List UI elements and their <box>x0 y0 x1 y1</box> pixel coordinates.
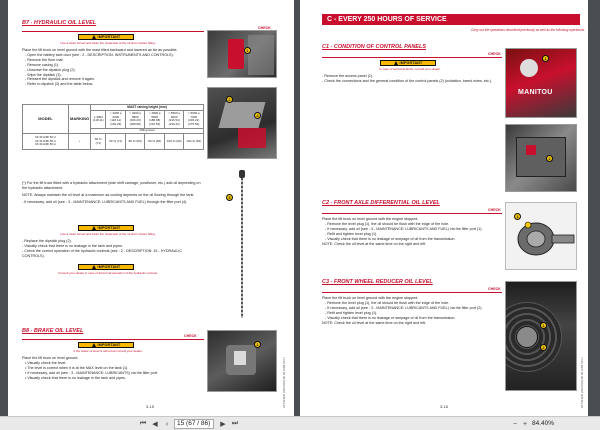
zoom-out-icon[interactable]: − <box>512 420 518 428</box>
photo-battery-door <box>207 30 277 78</box>
callout-badge: 2 <box>546 155 553 162</box>
warning-text: If the brake oil level is abnormal consult your dealer. <box>73 349 143 353</box>
photo-brake-tank <box>207 330 277 392</box>
callout-badge: 1 <box>542 55 549 62</box>
diagram-differential <box>505 202 577 270</box>
table-header-range: > 6000 ≤ 7000 (236.22) (275.59) <box>184 110 204 128</box>
important-banner: IMPORTANT <box>78 264 134 270</box>
table-cell-level: 80 % (84) <box>145 134 165 150</box>
section-body: Place the lift truck on level ground with the mast tilted backward and lowered as far as possible. - Open the battery side door (see : 2 - DESCRIPTION: INSTRUMENTS AND CONTROLS). - Remove the floor mat. - Remove casing (1). - Unscrew the dipstick plug (2). - Wipe the dipstick (3). - Reinsert the dipstick and remove it again. - Refer to dipstick (3) and the table below. <box>22 48 178 87</box>
table-cell-model: MI 40 H/MI 50 H MI 40 H/MI 50 H MI 40 H/MI 50 H <box>23 134 69 150</box>
table-header-range: > 4300 ≤ 4800 (169.29) (188.98) <box>125 110 145 128</box>
important-banner: IMPORTANT <box>78 225 134 231</box>
section-rule <box>22 31 204 32</box>
check-label: CHECK <box>488 52 501 56</box>
check-label: CHECK <box>184 334 197 338</box>
table-header-range: > 5500 ≤ 6000 (216.54) (236.22) <box>164 110 184 128</box>
photo-dipstick <box>207 87 277 159</box>
callout-badge: 1 <box>254 341 261 348</box>
callout-badge: 1 <box>540 322 547 329</box>
chapter-note: Carry out the operations described previously as well as the following operations. <box>470 28 585 32</box>
check-label: CHECK <box>488 287 501 291</box>
warning-text: Use a clean funnel and clean the underside of the oil drum before filling. <box>60 41 156 45</box>
zoom-in-icon[interactable]: + <box>522 420 528 428</box>
warning-icon <box>92 265 96 269</box>
callout-badge: 2 <box>540 344 547 351</box>
section-rule <box>322 292 502 293</box>
important-banner: IMPORTANT <box>78 34 134 40</box>
section-body-notes: (*) For the lift truck fitted with a hydraulic attachment (side shift carriage, positioner, etc.) add oil depending on the hydraulic attachment. NOTE: Always maintain the oil level at a maximum as cooling depends on the oil flowing through the tank. - If necessary, add oil (see : 3 - MAINTENANCE: LUBRICANTS AND FUEL) through the filler port (4). <box>22 181 201 204</box>
warning-text: Use a clean funnel and clean the underside of the oil drum before filling. <box>60 232 156 236</box>
section-body-steps: - Replace the dipstick plug (2). - Visually check that there is no leakage in the tank and pipes. - Check the correct operation of the hydraulic controls (see : 2 - DESCRIPTION: 15 - HYDRAULIC CONTROLS). <box>22 239 183 258</box>
section-body: Place the lift truck on level ground. • Visually check the level. • The level is correct when it is at the MAX level on the tank (1). • If necessary, add oil (see : 3 - MAINTENANCE: LUBRICANTS) via the filler port. • Visually check that there is no leakage in the tank and pipes. <box>22 356 158 380</box>
section-title-c3: C3 - FRONT WHEEL REDUCER OIL LEVEL <box>322 279 433 285</box>
section-title-b7: B7 - HYDRAULIC OIL LEVEL <box>22 20 97 26</box>
section-title-b8: B8 - BRAKE OIL LEVEL <box>22 328 84 334</box>
table-header-range: ≤ 3000 (118.11) <box>91 110 106 128</box>
warning-text: Consult your dealer in case of abnormal operation of the hydraulic controls. <box>58 271 158 275</box>
right-page <box>300 0 588 416</box>
section-rule <box>22 339 204 340</box>
section-rule <box>322 213 502 214</box>
table-cell-level: 100 % (93) <box>164 134 184 150</box>
last-page-icon[interactable]: ⏭ <box>231 420 239 427</box>
first-page-icon[interactable]: ⏮ <box>139 420 147 427</box>
warning-icon <box>394 61 398 65</box>
callout-badge: 1 <box>514 213 521 220</box>
page-number: 3-16 <box>440 404 449 409</box>
photo-control-panel-open <box>505 124 577 192</box>
important-banner: IMPORTANT <box>78 342 134 348</box>
warning-icon <box>92 226 96 230</box>
section-title-c1: C1 - CONDITION OF CONTROL PANELS <box>322 44 426 50</box>
check-label: CHECK <box>488 208 501 212</box>
table-cell-level: 60 % (71) <box>91 134 106 150</box>
left-page <box>8 0 294 416</box>
callout-badge: 1 <box>244 47 251 54</box>
callout-badge: 3 <box>226 194 233 201</box>
document-code: 647434EN (04/2019) MI 40 H/MI 50 H <box>282 357 286 408</box>
next-page-icon[interactable]: ▶ <box>220 421 226 428</box>
zoom-level[interactable]: 84.40% <box>532 420 555 427</box>
photo-wheel-reducer <box>505 281 577 391</box>
warning-text: In case of technical faults, consult your dealer. <box>379 67 441 71</box>
table-cell-level: 80 % (84) <box>125 134 145 150</box>
page-number-input[interactable]: 15 (67 / 86) <box>174 419 214 429</box>
prev-page-arrow-icon[interactable]: ‹ <box>165 420 169 428</box>
table-cell-marking: • <box>69 134 91 150</box>
table-cell-level: 100 % (93) <box>184 134 204 150</box>
table-header-model: MODEL <box>23 105 69 134</box>
prev-page-icon[interactable]: ◀ <box>152 421 158 428</box>
page-number: 3-15 <box>146 404 155 409</box>
photo-control-panel <box>505 48 577 118</box>
brand-logo: MANITOU <box>518 89 553 96</box>
warning-icon <box>92 343 96 347</box>
warning-icon <box>92 35 96 39</box>
oil-level-table <box>22 104 204 150</box>
section-rule <box>322 57 502 58</box>
table-header-range: > 3000 ≤ 4300 (118.11) (169.29) <box>106 110 125 128</box>
chapter-banner: C - EVERY 250 HOURS OF SERVICE <box>322 14 580 25</box>
table-header-range: > 4800 ≤ 5500 (188.98) (216.54) <box>145 110 165 128</box>
table-cell-level: 60 % (71) <box>106 134 125 150</box>
dipstick-illustration <box>228 170 248 320</box>
viewer-toolbar <box>0 416 600 430</box>
important-banner: IMPORTANT <box>380 60 436 66</box>
callout-badge: 2 <box>226 96 233 103</box>
callout-badge: 4 <box>254 112 261 119</box>
check-label: CHECK <box>258 26 271 30</box>
section-body: - Remove the access panel (1). - Check the connections and the general condition of the control panels (2) (oxidation, bared wires, etc.). <box>322 74 493 83</box>
section-body: Place the lift truck on level ground with the engine stopped. - Remove the level plug (1), the oil should be flush with the edge of the hole. - If necessary, add oil (see : 3 - MAINTENANCE: LUBRICANTS AND FUEL) via the filler port (1). - Refit and tighten level plug (1). - Visually check that there is no leakage or seepage of oil from the transmission. NOTE: Check the oil level at the same time on the right and left. <box>322 217 483 246</box>
table-header-marking: MARKING <box>69 105 91 134</box>
document-code: 647434EN (04/2019) MI 40 H/MI 50 H <box>580 357 584 408</box>
section-body: Place the lift truck on level ground with the engine stopped. - Remove the level plug (1), the oil should be flush with the edge of the hole. - If necessary, add oil (see : 3 - MAINTENANCE: LUBRICANTS AND FUEL) via the filler port (2). - Refit and tighten level plug (1). - Visually check that there is no leakage or seepage of oil from the transmission. NOTE: Check the oil level at the same time on the right and left. <box>322 296 483 325</box>
section-title-c2: C2 - FRONT AXLE DIFFERENTIAL OIL LEVEL <box>322 200 440 206</box>
table-subheader-filling: Filling level <box>91 128 204 134</box>
table-header-mast: MAST raising height (mm) <box>91 105 204 111</box>
